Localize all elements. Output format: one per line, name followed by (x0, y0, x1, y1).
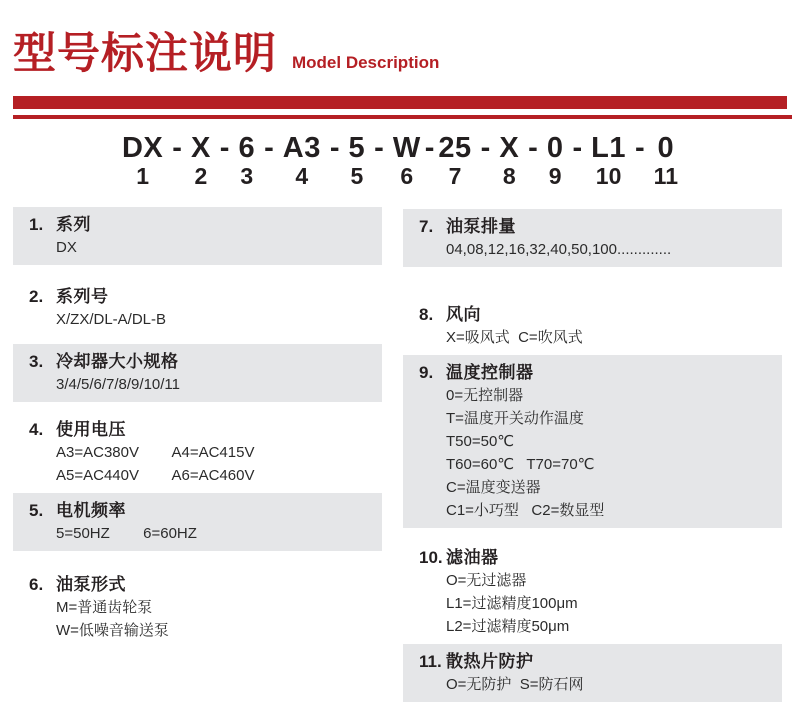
spec-item-10-oil-filter (403, 540, 782, 644)
code-segment-number: 10 (595, 163, 622, 189)
spec-item-line: X/ZX/DL-A/DL-B (56, 311, 167, 328)
spec-item-title: 风向 (446, 305, 481, 324)
code-segment-text: 25 (438, 132, 472, 164)
spec-item-4-voltage (13, 412, 382, 493)
spec-item-line: 3/4/5/6/7/8/9/10/11 (56, 376, 180, 393)
code-segment-text: DX (121, 132, 164, 164)
code-segment (544, 134, 567, 189)
spec-item-6-pump-type (13, 567, 382, 648)
spec-item-line: W=低噪音输送泵 (56, 622, 169, 639)
code-segment-number: 4 (295, 163, 309, 189)
code-segment-text: W (392, 132, 421, 164)
code-separator: - (264, 132, 274, 164)
model-code-row (0, 134, 800, 189)
code-segment-number: 5 (350, 163, 364, 189)
code-segment-number: 3 (240, 163, 254, 189)
spec-item-title: 系列 (56, 215, 91, 234)
code-segment-number: 2 (194, 163, 208, 189)
code-separator: - (329, 132, 340, 164)
code-segment (188, 134, 214, 189)
code-segment-number: 11 (653, 163, 678, 189)
spec-item-7-pump-displacement (403, 209, 782, 267)
spec-item-heading (29, 418, 372, 441)
spec-item-heading (29, 499, 372, 522)
spec-item-line: C=温度变送器 (446, 479, 541, 496)
spec-item-number: 3. (29, 352, 44, 371)
spec-item-heading (419, 650, 772, 673)
spec-item-number: 6. (29, 575, 44, 594)
spec-item-line: 0=无控制器 (446, 387, 524, 404)
spec-item-title: 电机频率 (56, 501, 126, 520)
page-title-en: Model Description (292, 53, 440, 72)
spec-item-heading (419, 546, 772, 569)
spec-item-1-series (13, 207, 382, 265)
spec-item-number: 5. (29, 501, 44, 520)
spec-item-title: 温度控制器 (446, 363, 534, 382)
accent-bar-thin (13, 115, 792, 119)
spec-column-left (13, 207, 382, 648)
spec-item-8-air-direction (403, 297, 782, 355)
spec-item-number: 8. (419, 305, 434, 324)
spec-item-number: 9. (419, 363, 434, 382)
code-segment-text: 6 (238, 132, 256, 164)
spec-item-heading (419, 303, 772, 326)
spec-item-number: 1. (29, 215, 44, 234)
code-segment-text: X (190, 132, 211, 164)
spec-item-line: T60=60℃ T70=70℃ (446, 456, 595, 473)
code-separator: - (480, 132, 491, 164)
spec-column-right (403, 209, 782, 702)
spec-item-heading (419, 361, 772, 384)
spec-item-line: T=温度开关动作温度 (446, 410, 584, 427)
spec-item-number: 4. (29, 420, 44, 439)
code-segment-text: X (499, 132, 520, 164)
spec-item-title: 散热片防护 (446, 652, 534, 671)
page-title: 型号标注说明 (13, 30, 277, 78)
spec-item-2-series-number (13, 279, 382, 337)
spec-item-line: X=吸风式 C=吹风式 (446, 329, 583, 346)
code-segment (588, 134, 629, 189)
code-segment (390, 134, 424, 189)
spec-item-number: 11. (419, 652, 442, 671)
code-segment-text: 0 (546, 132, 564, 164)
code-segment-number: 8 (502, 163, 516, 189)
spec-item-line: T50=50℃ (446, 433, 515, 450)
code-segment (651, 134, 681, 189)
spec-item-line: 5=50HZ 6=60HZ (56, 525, 197, 542)
spec-item-number: 7. (419, 217, 434, 236)
code-segment (346, 134, 369, 189)
code-segment (280, 134, 324, 189)
code-segment (435, 134, 474, 189)
spec-item-3-cooler-size (13, 344, 382, 402)
spec-item-title: 油泵形式 (56, 575, 126, 594)
spec-item-line: L1=过滤精度100μm (446, 595, 578, 612)
spec-item-line: C1=小巧型 C2=数显型 (446, 502, 605, 519)
spec-item-title: 滤油器 (446, 548, 499, 567)
spec-item-5-motor-frequency (13, 493, 382, 551)
code-separator: - (374, 132, 384, 164)
code-segment (496, 134, 522, 189)
spec-item-line: A3=AC380V A4=AC415V (56, 444, 255, 461)
spec-item-11-fin-protection (403, 644, 782, 702)
code-segment (119, 134, 166, 189)
code-segment-text: 5 (348, 132, 366, 164)
code-separator: - (219, 132, 230, 164)
spec-item-number: 2. (29, 287, 44, 306)
accent-bar-thick (13, 96, 787, 109)
code-separator: - (528, 132, 538, 164)
spec-item-line: DX (56, 239, 77, 256)
spec-item-line: L2=过滤精度50μm (446, 618, 570, 635)
code-segment-text: L1 (591, 132, 626, 164)
code-segment-text: 0 (657, 132, 675, 164)
code-separator: - (172, 132, 182, 164)
spec-item-title: 使用电压 (56, 420, 126, 439)
spec-item-heading (29, 213, 372, 236)
page-header (13, 30, 439, 79)
spec-item-heading (419, 215, 772, 238)
spec-item-line: A5=AC440V A6=AC460V (56, 467, 255, 484)
spec-item-title: 油泵排量 (446, 217, 516, 236)
code-segment-number: 6 (400, 163, 414, 189)
code-segment-number: 1 (136, 163, 150, 189)
spec-item-9-temperature-controller (403, 355, 782, 528)
code-segment (235, 134, 258, 189)
spec-item-title: 冷却器大小规格 (56, 352, 179, 371)
spec-item-number: 10. (419, 548, 443, 567)
spec-item-line: O=无防护 S=防石网 (446, 676, 584, 693)
spec-item-line: M=普通齿轮泵 (56, 599, 153, 616)
spec-item-heading (29, 285, 372, 308)
code-separator: - (635, 132, 645, 164)
code-segment-number: 7 (448, 163, 462, 189)
code-separator: - (572, 132, 583, 164)
spec-item-line: O=无过滤器 (446, 572, 527, 589)
code-segment-text: A3 (282, 132, 321, 164)
spec-item-title: 系列号 (56, 287, 109, 306)
spec-item-line: 04,08,12,16,32,40,50,100............. (446, 241, 672, 258)
code-separator: - (424, 132, 435, 164)
spec-item-heading (29, 350, 372, 373)
code-segment-number: 9 (548, 163, 562, 189)
spec-item-heading (29, 573, 372, 596)
